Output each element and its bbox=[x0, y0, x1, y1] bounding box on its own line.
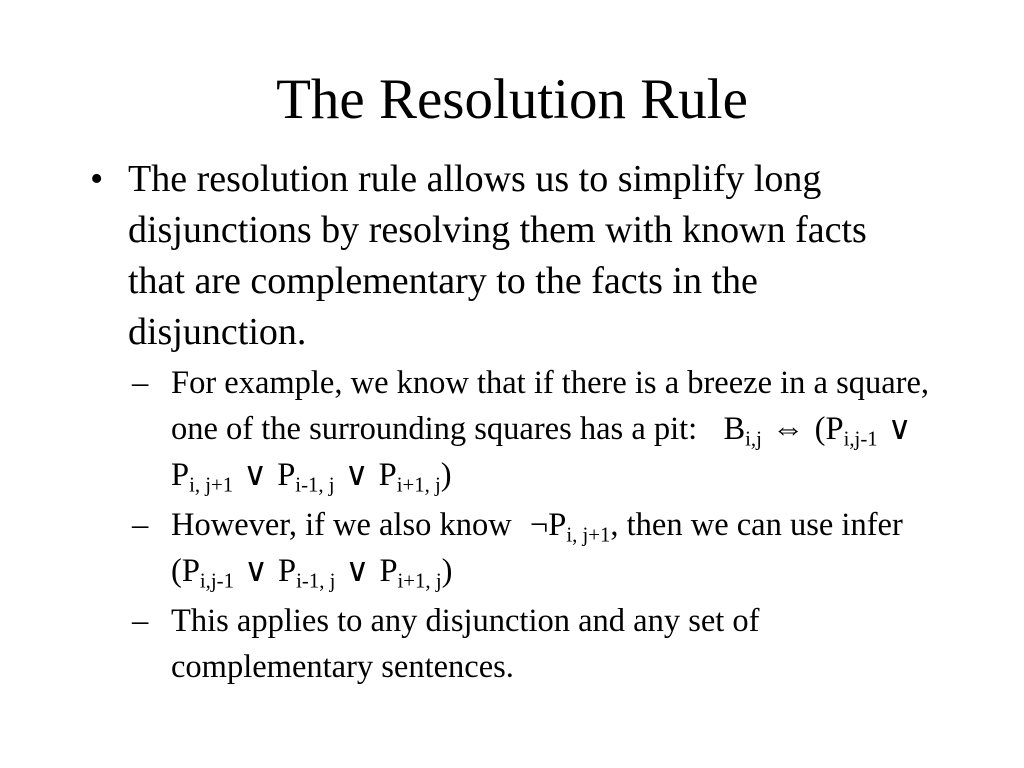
sub-bullet-applies-text: This applies to any disjunction and any set of complementary sentences. bbox=[171, 603, 760, 685]
breeze-formula: $B_{i,j}$ ⇔ ($P_{i,j-1}$ ∨ $P_{i, j+1}$ ∨ $P_{i-1, j}$ ∨ $P_{i+1, j}$) bbox=[171, 411, 912, 497]
main-bullet bbox=[90, 154, 920, 358]
sub-bullet-list bbox=[132, 360, 932, 694]
sub-bullet-example bbox=[132, 360, 932, 498]
dash-mark: – bbox=[132, 603, 149, 639]
sub-bullet-example-text: For example, we know that if there is a breeze in a square, one of the surrounding squares has a pit: bbox=[171, 365, 930, 447]
slide-title: The Resolution Rule bbox=[276, 68, 748, 131]
dash-mark: – bbox=[132, 507, 149, 543]
bullet-mark: • bbox=[90, 158, 104, 200]
sub-bullet-applies bbox=[132, 598, 932, 690]
sub-bullet-however-text-a: However, if we also know bbox=[171, 507, 512, 543]
main-bullet-text: The resolution rule allows us to simplify long disjunctions by resolving them with known facts that are complementary to the facts in the disjunction. bbox=[128, 158, 867, 353]
sub-bullet-however bbox=[132, 502, 932, 594]
inferred-formula: ($P_{i,j-1}$ ∨ $P_{i-1, j}$ ∨ $P_{i+1, j}$) bbox=[171, 553, 453, 593]
dash-mark: – bbox=[132, 365, 149, 401]
sub-bullet-however-text-b: , then we can use infer bbox=[610, 507, 903, 543]
negated-fact: $\neg P_{i, j+1}$ bbox=[529, 507, 611, 547]
